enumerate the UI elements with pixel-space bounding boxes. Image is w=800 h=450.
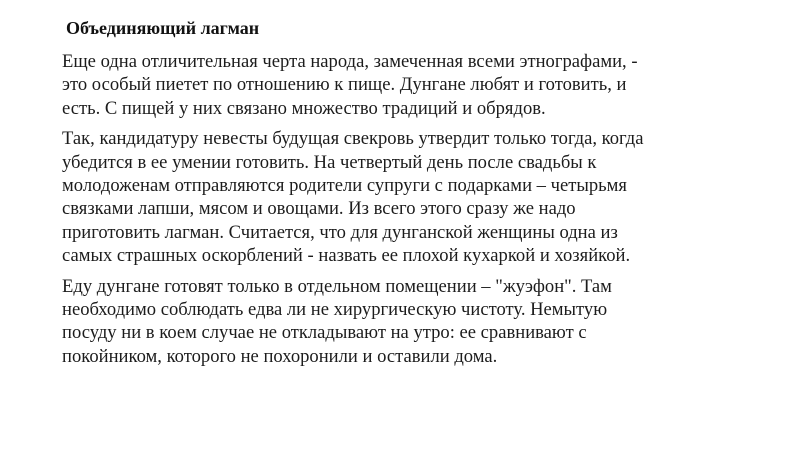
text-line: приготовить лагман. Считается, что для дунганской женщины одна из — [62, 221, 618, 243]
text-line: связками лапши, мясом и овощами. Из всего этого сразу же надо — [62, 198, 576, 220]
text-line: покойником, которого не похоронили и оставили дома. — [62, 345, 498, 367]
text-line: это особый пиетет по отношению к пище. Дунгане любят и готовить, и — [62, 74, 627, 96]
text-line: молодоженам отправляются родители супруги с подарками – четырьмя — [62, 175, 627, 197]
slide-body — [62, 50, 752, 375]
text-line: Еду дунгане готовят только в отдельном помещении – "жуэфон". Там — [62, 275, 612, 297]
paragraph-1 — [62, 50, 752, 120]
text-line: Так, кандидатуру невесты будущая свекровь утвердит только тогда, когда — [62, 128, 644, 150]
slide-title: Объединяющий лагман — [66, 18, 260, 38]
text-line: самых страшных оскорблений - назвать ее плохой кухаркой и хозяйкой. — [62, 245, 631, 267]
text-line: Еще одна отличительная черта народа, замеченная всеми этнографами, - — [62, 51, 638, 72]
text-line: посуду ни в коем случае не откладывают на утро: ее сравнивают с — [62, 322, 587, 344]
paragraph-3 — [62, 275, 752, 369]
paragraph-2 — [62, 127, 752, 267]
text-line: убедится в ее умении готовить. На четвертый день после свадьбы к — [62, 151, 597, 173]
text-line: необходимо соблюдать едва ли не хирургическую чистоту. Немытую — [62, 299, 608, 321]
text-line: есть. С пищей у них связано множество традиций и обрядов. — [62, 97, 546, 119]
